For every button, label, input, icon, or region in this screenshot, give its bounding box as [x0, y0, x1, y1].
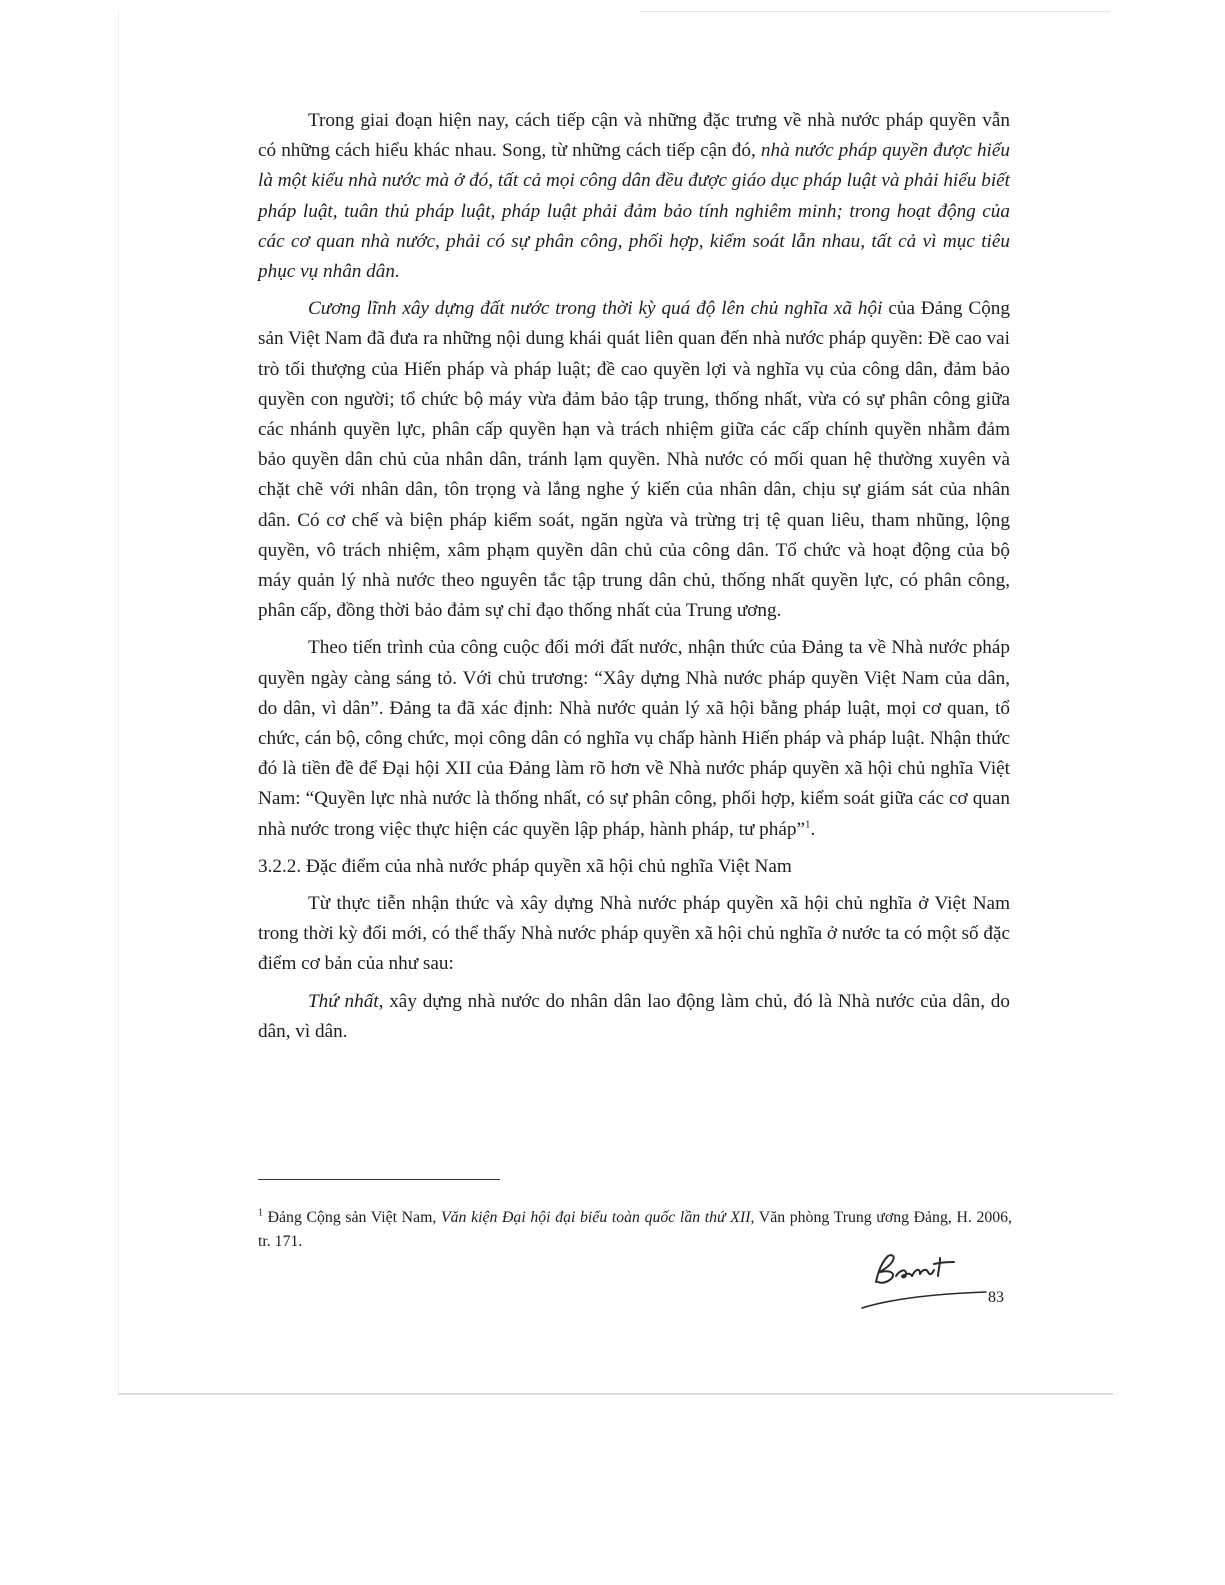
footnote — [258, 1206, 1012, 1254]
paragraph — [258, 633, 1010, 844]
page-number: 83 — [988, 1289, 1004, 1306]
text-run: Trong giai đoạn hiện nay, cách tiếp cận và những đặc trưng về nhà nước pháp quyền vẫn có những cách hiểu khác nhau. Song, từ những cách tiếp cận đó, — [258, 110, 1010, 162]
paragraph — [258, 106, 1010, 287]
paragraph — [258, 889, 1010, 980]
italic-text: Cương lĩnh xây dựng đất nước trong thời kỳ quá độ lên chủ nghĩa xã hội — [308, 298, 883, 320]
text-run: Từ thực tiễn nhận thức và xây dựng Nhà nước pháp quyền xã hội chủ nghĩa ở Việt Nam trong thời kỳ đổi mới, có thể thấy Nhà nước pháp quyền xã hội chủ nghĩa ở nước ta có một số đặc điểm cơ bản của như sau: — [258, 893, 1010, 975]
scan-edge-top — [640, 11, 1110, 12]
text-run: . — [810, 818, 816, 840]
footnote-separator — [258, 1179, 500, 1180]
paragraph — [258, 294, 1010, 626]
footnote-text-after: , Văn phòng Trung ương Đảng, H. 2006, tr. 171. — [258, 1209, 1012, 1250]
footnote-title: Văn kiện Đại hội đại biểu toàn quốc lần thứ XII — [440, 1209, 751, 1226]
footnote-text-before: Đảng Cộng sản Việt Nam, — [263, 1209, 441, 1226]
scan-edge-left — [118, 10, 119, 1395]
section-heading — [258, 852, 1010, 882]
text-run: , xây dựng nhà nước do nhân dân lao động làm chủ, đó là Nhà nước của dân, do dân, vì dân. — [258, 990, 1010, 1042]
text-run: Theo tiến trình của công cuộc đổi mới đất nước, nhận thức của Đảng ta về Nhà nước pháp quyền ngày càng sáng tỏ. Với chủ trương: “Xây dựng Nhà nước pháp quyền Việt Nam của dân, do dân, vì dân”. Đảng ta đã xác định: Nhà nước quản lý xã hội bằng pháp luật, mọi cơ quan, tổ chức, cán bộ, công chức, mọi công dân có nghĩa vụ chấp hành Hiến pháp và pháp luật. Nhận thức đó là tiền đề để Đại hội XII của Đảng làm rõ hơn về Nhà nước pháp quyền xã hội chủ nghĩa Việt Nam: “Quyền lực nhà nước là thống nhất, có sự phân công, phối hợp, kiểm soát giữa các cơ quan nhà nước trong việc thực hiện các quyền lập pháp, hành pháp, tư pháp” — [258, 637, 1010, 840]
handwritten-signature — [858, 1248, 990, 1316]
footnote-marker: 1 — [258, 1207, 263, 1219]
italic-text: nhà nước pháp quyền được hiểu là một kiểu nhà nước mà ở đó, tất cả mọi công dân đều được giáo dục pháp luật và phải hiểu biết pháp luật, tuân thủ pháp luật, pháp luật phải đảm bảo tính nghiêm minh; trong hoạt động của các cơ quan nhà nước, phải có sự phân công, phối hợp, kiểm soát lẫn nhau, tất cả vì mục tiêu phục vụ nhân dân. — [258, 140, 1010, 283]
body-text — [258, 106, 1010, 1054]
text-run: 3.2.2. Đặc điểm của nhà nước pháp quyền xã hội chủ nghĩa Việt Nam — [258, 855, 792, 877]
paragraph — [258, 987, 1010, 1047]
text-run: của Đảng Cộng sản Việt Nam đã đưa ra những nội dung khái quát liên quan đến nhà nước pháp quyền: Đề cao vai trò tối thượng của Hiến pháp và pháp luật; đề cao quyền lợi và nghĩa vụ của công dân, đảm bảo quyền con người; tổ chức bộ máy vừa đảm bảo tập trung, thống nhất, vừa có sự phân công giữa các nhánh quyền lực, phân cấp quyền hạn và trách nhiệm giữa các cấp chính quyền nhằm đảm bảo quyền dân chủ của nhân dân, tránh lạm quyền. Nhà nước có mối quan hệ thường xuyên và chặt chẽ với nhân dân, tôn trọng và lắng nghe ý kiến của nhân dân, chịu sự giám sát của nhân dân. Có cơ chế và biện pháp kiểm soát, ngăn ngừa và trừng trị tệ quan liêu, tham nhũng, lộng quyền, vô trách nhiệm, xâm phạm quyền dân chủ của công dân. Tổ chức và hoạt động của bộ máy quản lý nhà nước theo nguyên tắc tập trung dân chủ, thống nhất quyền lực, có phân công, phân cấp, đồng thời bảo đảm sự chỉ đạo thống nhất của Trung ương. — [258, 298, 1010, 622]
scan-edge-bottom — [118, 1393, 1113, 1395]
footnote-reference: 1 — [804, 818, 811, 831]
italic-text: Thứ nhất — [308, 990, 379, 1012]
